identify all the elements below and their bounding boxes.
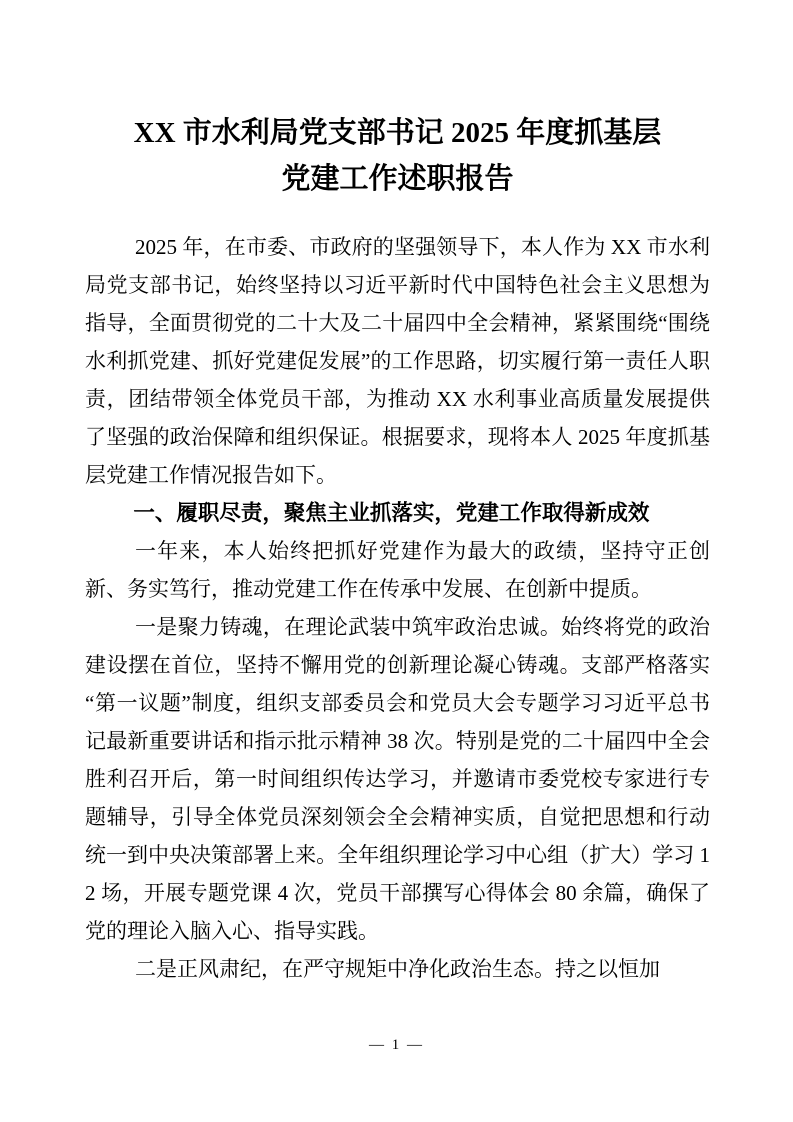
- section-heading-1: 一、履职尽责，聚焦主业抓落实，党建工作取得新成效: [133, 501, 650, 525]
- document-content: [85, 110, 710, 988]
- paragraph-intro: 2025 年，在市委、市政府的坚强领导下，本人作为 XX 市水利局党支部书记，始终坚持以习近平新时代中国特色社会主义思想为指导，全面贯彻党的二十大及二十届四中全会精神，紧紧围绕“围绕水利抓党建、抓好党建促发展”的工作思路，切实履行第一责任人职责，团结带领全体党员干部，为推动 XX 水利事业高质量发展提供了坚强的政治保障和组织保证。根据要求，现将本人 2025 年度抓基层党建工作情况报告如下。: [85, 235, 710, 487]
- page-number: — 1 —: [369, 1037, 424, 1053]
- document-title-line-2: 党建工作述职报告: [281, 163, 514, 195]
- paragraph-point-2: 二是正风肃纪，在严守规矩中净化政治生态。持之以恒加: [134, 957, 660, 981]
- paragraph-point-1: 一是聚力铸魂，在理论武装中筑牢政治忠诚。始终将党的政治建设摆在首位，坚持不懈用党的创新理论凝心铸魂。支部严格落实“第一议题”制度，组织支部委员会和党员大会专题学习习近平总书记最新重要讲话和指示批示精神 38 次。特别是党的二十届四中全会胜利召开后，第一时间组织传达学习，并邀请市委党校专家进行专题辅导，引导全体党员深刻领会全会精神实质，自觉把思想和行动统一到中央决策部署上来。全年组织理论学习中心组（扩大）学习 12 场，开展专题党课 4 次，党员干部撰写心得体会 80 余篇，确保了党的理论入脑入心、指导实践。: [85, 615, 710, 943]
- document-title: [85, 110, 710, 202]
- document-title-line-1: XX 市水利局党支部书记 2025 年度抓基层: [133, 117, 662, 149]
- paragraph-overview: 一年来，本人始终把抓好党建作为最大的政绩，坚持守正创新、务实笃行，推动党建工作在传承中发展、在创新中提质。: [85, 539, 710, 601]
